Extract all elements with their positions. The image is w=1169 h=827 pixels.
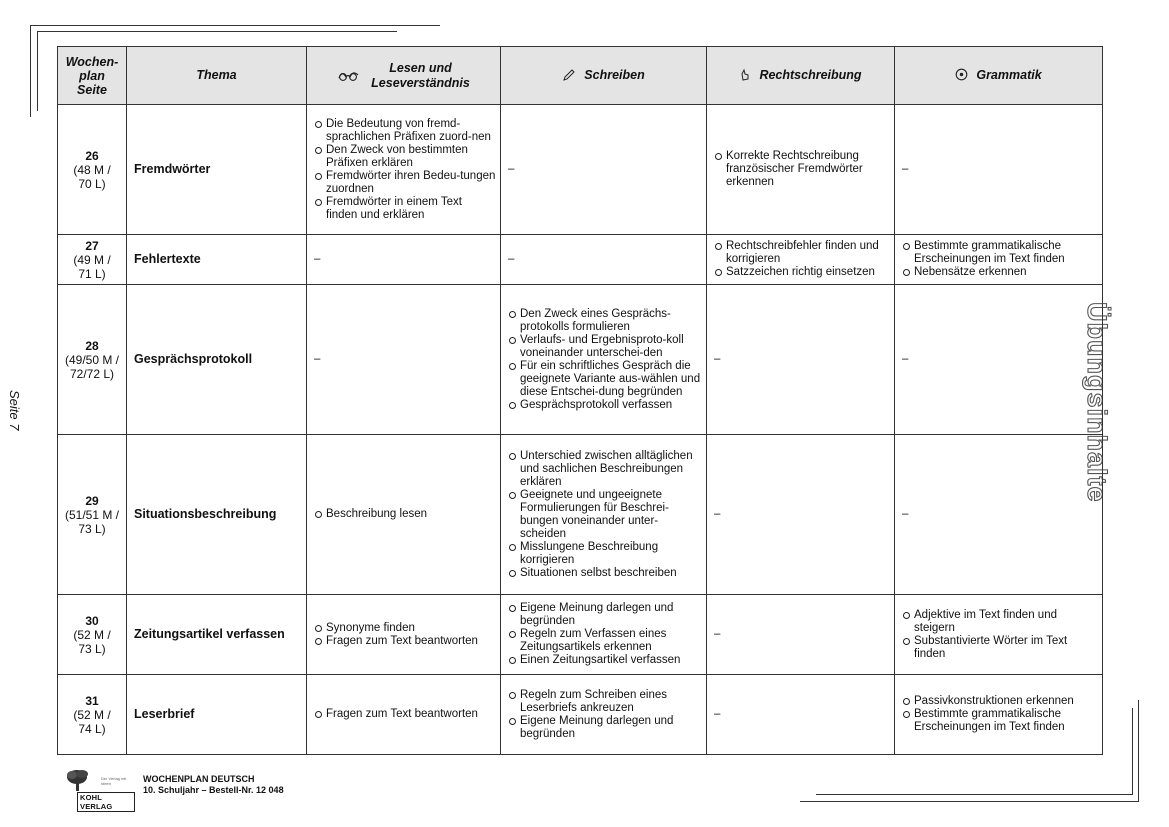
week-page-cell bbox=[58, 105, 127, 235]
week-page-reference: 71 L) bbox=[78, 266, 106, 281]
list-item: Gesprächsprotokoll verfassen bbox=[508, 399, 702, 412]
grammar-cell: – bbox=[895, 285, 1103, 435]
list-item: Fremdwörter in einem Text finden und erklären bbox=[314, 196, 496, 222]
header-reading-line: Leseverständnis bbox=[371, 75, 470, 90]
writing-cell bbox=[501, 675, 707, 755]
list-item: Fragen zum Text beantworten bbox=[314, 635, 496, 648]
week-page-number: 27 bbox=[85, 238, 99, 253]
frame-line-right-outer bbox=[1138, 700, 1139, 802]
frame-line-top-outer bbox=[30, 25, 440, 26]
list-item: Eigene Meinung darlegen und begründen bbox=[508, 715, 702, 741]
list-item: Fremdwörter ihren Bedeu-tungen zuordnen bbox=[314, 170, 496, 196]
header-week bbox=[58, 47, 127, 105]
grammar-cell: – bbox=[895, 435, 1103, 595]
header-writing-label: Schreiben bbox=[584, 68, 645, 82]
topic-cell: Gesprächsprotokoll bbox=[127, 285, 307, 435]
week-page-number: 30 bbox=[85, 613, 99, 628]
list-item: Fragen zum Text beantworten bbox=[314, 708, 496, 721]
spelling-cell: – bbox=[707, 675, 895, 755]
list-item: Eigene Meinung darlegen und begründen bbox=[508, 602, 702, 628]
reading-list bbox=[314, 118, 496, 222]
week-page-number: 28 bbox=[85, 338, 99, 353]
week-page-reference: (52 M / bbox=[73, 627, 111, 642]
list-item: Rechtschreibfehler finden und korrigieren bbox=[714, 240, 890, 266]
header-writing bbox=[501, 47, 707, 105]
topic-cell: Situationsbeschreibung bbox=[127, 435, 307, 595]
topic-cell: Fremdwörter bbox=[127, 105, 307, 235]
list-item: Satzzeichen richtig einsetzen bbox=[714, 266, 890, 279]
grammar-cell: – bbox=[895, 105, 1103, 235]
pencil-icon bbox=[562, 68, 576, 84]
week-page-reference: 72/72 L) bbox=[69, 366, 115, 381]
week-page-cell bbox=[58, 675, 127, 755]
footer bbox=[63, 768, 284, 811]
list-item: Den Zweck eines Gesprächs-protokolls formulieren bbox=[508, 308, 702, 334]
list-item: Beschreibung lesen bbox=[314, 508, 496, 521]
list-item: Situationen selbst beschreiben bbox=[508, 567, 702, 580]
week-page-cell bbox=[58, 435, 127, 595]
list-item: Passivkonstruktionen erkennen bbox=[902, 695, 1098, 708]
list-item: Substantivierte Wörter im Text finden bbox=[902, 635, 1098, 661]
week-page-reference: (49/50 M / bbox=[64, 352, 120, 367]
list-item: Misslungene Beschreibung korrigieren bbox=[508, 541, 702, 567]
exercise-overview-table bbox=[57, 46, 1103, 755]
reading-list bbox=[314, 508, 496, 521]
reading-cell bbox=[307, 435, 501, 595]
list-item: Korrekte Rechtschreibung französischer Fremdwörter erkennen bbox=[714, 150, 890, 189]
week-page-reference: (51/51 M / bbox=[64, 507, 120, 522]
writing-list bbox=[508, 602, 702, 667]
reading-cell: – bbox=[307, 235, 501, 285]
reading-list bbox=[314, 622, 496, 648]
page-number-label: Seite 7 bbox=[7, 390, 22, 431]
header-reading bbox=[307, 47, 501, 105]
list-item: Den Zweck von bestimmten Präfixen erklären bbox=[314, 144, 496, 170]
publisher-logo bbox=[63, 768, 135, 811]
week-page-reference: 73 L) bbox=[78, 641, 106, 656]
header-grammar bbox=[895, 47, 1103, 105]
header-week-line: plan bbox=[79, 68, 105, 83]
target-icon bbox=[955, 68, 968, 83]
grammar-cell bbox=[895, 235, 1103, 285]
reading-cell: – bbox=[307, 285, 501, 435]
logo-tagline: Der Verlag mit Ideen bbox=[101, 776, 127, 786]
list-item: Unterschied zwischen alltäglichen und sachlichen Beschreibungen erklären bbox=[508, 450, 702, 489]
header-week-line: Seite bbox=[77, 82, 107, 97]
week-page-cell bbox=[58, 235, 127, 285]
list-item: Verlaufs- und Ergebnisproto-koll voneinander unterschei-den bbox=[508, 334, 702, 360]
glasses-icon bbox=[337, 68, 363, 84]
list-item: Bestimmte grammatikalische Erscheinungen im Text finden bbox=[902, 708, 1098, 734]
reading-cell bbox=[307, 105, 501, 235]
list-item: Regeln zum Verfassen eines Zeitungsartikels erkennen bbox=[508, 628, 702, 654]
grammar-list bbox=[902, 609, 1098, 661]
spelling-cell bbox=[707, 235, 895, 285]
topic-cell: Zeitungsartikel verfassen bbox=[127, 595, 307, 675]
topic-cell: Leserbrief bbox=[127, 675, 307, 755]
footer-title: WOCHENPLAN DEUTSCH bbox=[143, 774, 255, 784]
list-item: Adjektive im Text finden und steigern bbox=[902, 609, 1098, 635]
week-page-reference: (48 M / bbox=[73, 162, 111, 177]
frame-line-top-inner bbox=[37, 31, 397, 32]
spelling-cell: – bbox=[707, 595, 895, 675]
list-item: Einen Zeitungsartikel verfassen bbox=[508, 654, 702, 667]
week-page-cell bbox=[58, 595, 127, 675]
writing-cell: – bbox=[501, 235, 707, 285]
footer-text bbox=[143, 768, 284, 796]
spelling-list bbox=[714, 240, 890, 279]
list-item: Die Bedeutung von fremd-sprachlichen Präfixen zuord-nen bbox=[314, 118, 496, 144]
header-reading-line: Lesen und bbox=[389, 60, 452, 75]
week-page-reference: (49 M / bbox=[73, 252, 111, 267]
list-item: Für ein schriftliches Gespräch die geeignete Variante aus-wählen und diese Entschei-dung begründen bbox=[508, 360, 702, 399]
section-side-title: Übungsinhalte bbox=[1082, 302, 1112, 503]
grammar-cell bbox=[895, 675, 1103, 755]
reading-cell bbox=[307, 675, 501, 755]
footer-subtitle: 10. Schuljahr – Bestell-Nr. 12 048 bbox=[143, 785, 284, 795]
writing-cell bbox=[501, 435, 707, 595]
week-page-number: 29 bbox=[85, 493, 99, 508]
spelling-cell: – bbox=[707, 285, 895, 435]
week-page-reference: (52 M / bbox=[73, 707, 111, 722]
list-item: Regeln zum Schreiben eines Leserbriefs ankreuzen bbox=[508, 689, 702, 715]
week-page-number: 31 bbox=[85, 693, 99, 708]
table-row bbox=[58, 595, 1103, 675]
tree-icon bbox=[65, 768, 91, 792]
header-spelling-label: Rechtschreibung bbox=[759, 68, 862, 82]
frame-line-bottom-outer bbox=[800, 801, 1139, 802]
frame-line-left-inner bbox=[37, 31, 38, 111]
hand-icon bbox=[739, 68, 751, 84]
table-row bbox=[58, 235, 1103, 285]
table-row bbox=[58, 105, 1103, 235]
spelling-list bbox=[714, 150, 890, 189]
list-item: Synonyme finden bbox=[314, 622, 496, 635]
table-row bbox=[58, 285, 1103, 435]
frame-line-left-outer bbox=[30, 25, 31, 117]
header-spelling bbox=[707, 47, 895, 105]
writing-list bbox=[508, 450, 702, 580]
header-topic: Thema bbox=[127, 47, 307, 105]
list-item: Geeignete und ungeeignete Formulierungen für Beschrei-bungen voneinander unter-scheiden bbox=[508, 489, 702, 541]
table-header-row bbox=[58, 47, 1103, 105]
reading-list bbox=[314, 708, 496, 721]
table-row bbox=[58, 675, 1103, 755]
writing-list bbox=[508, 308, 702, 412]
list-item: Bestimmte grammatikalische Erscheinungen im Text finden bbox=[902, 240, 1098, 266]
grammar-list bbox=[902, 695, 1098, 734]
writing-cell bbox=[501, 595, 707, 675]
grammar-list bbox=[902, 240, 1098, 279]
writing-cell bbox=[501, 285, 707, 435]
reading-cell bbox=[307, 595, 501, 675]
header-week-line: Wochen- bbox=[65, 54, 119, 69]
frame-line-right-inner bbox=[1132, 708, 1133, 795]
week-page-reference: 73 L) bbox=[78, 521, 106, 536]
frame-line-bottom-inner bbox=[816, 794, 1133, 795]
grammar-cell bbox=[895, 595, 1103, 675]
spelling-cell: – bbox=[707, 435, 895, 595]
writing-list bbox=[508, 689, 702, 741]
header-grammar-label: Grammatik bbox=[976, 68, 1042, 82]
topic-cell: Fehlertexte bbox=[127, 235, 307, 285]
logo-text: KOHL VERLAG bbox=[77, 792, 135, 812]
table-row bbox=[58, 435, 1103, 595]
week-page-reference: 70 L) bbox=[78, 176, 106, 191]
week-page-cell bbox=[58, 285, 127, 435]
list-item: Nebensätze erkennen bbox=[902, 266, 1098, 279]
writing-cell: – bbox=[501, 105, 707, 235]
week-page-reference: 74 L) bbox=[78, 721, 106, 736]
spelling-cell bbox=[707, 105, 895, 235]
week-page-number: 26 bbox=[85, 148, 99, 163]
